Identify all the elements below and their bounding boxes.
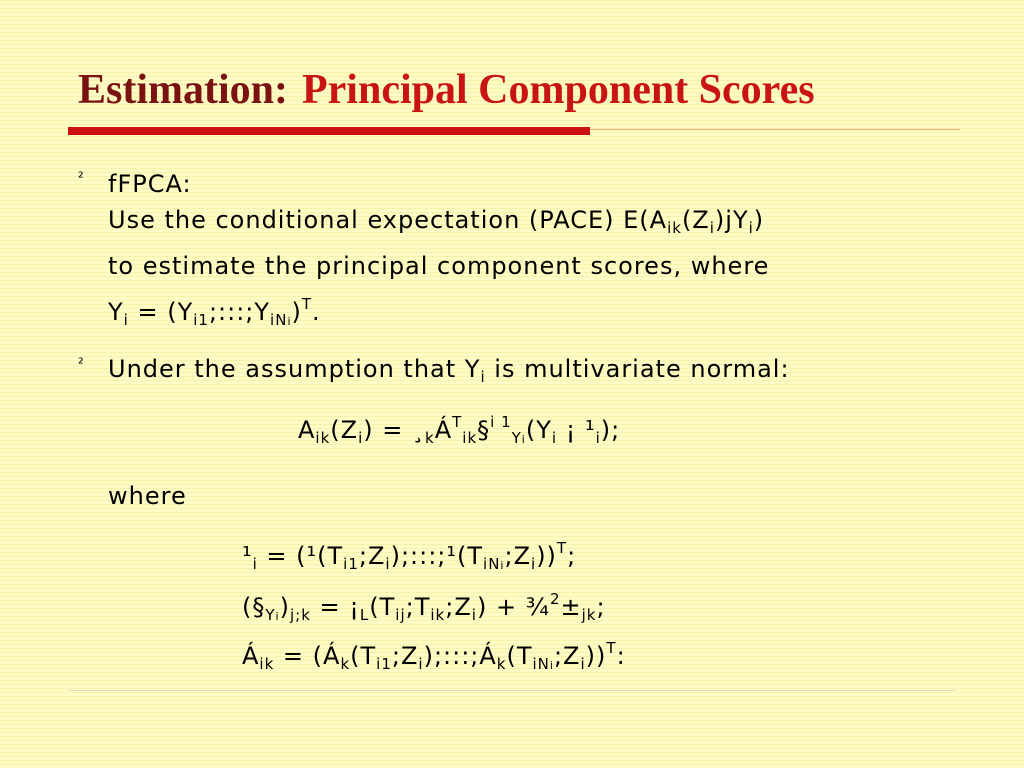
equation-covariance: $(\S_{Yi})_{j;k}$ = ¡$_L(T_{ij};T_{ik};Z_i)$ + $\frac{3}{4}^2\pm_{jk}$; <box>242 590 606 624</box>
bullet-1-line-2: to estimate the principal component scores, where <box>108 252 770 280</box>
equation-mean-vector: $^1_i$ = $(^1(T_{i1};Z_i);:::;^1(T_{iNi};Z_i))^T$; <box>242 539 577 573</box>
title-underline-thin <box>590 129 960 130</box>
bullet-1-line-1: Use the conditional expectation (PACE) $E(A_{ik}(Z_i)jY_i)$ <box>108 206 765 237</box>
title-subtitle: Principal Component Scores <box>302 67 815 113</box>
equation-eigenfunction-vector: $Á_{ik}$ = $(Á_k(T_{i1};Z_i);:::;Á_k(T_{iNi};Z_i))^T$: <box>242 639 626 673</box>
where-label: where <box>108 482 187 510</box>
footer-divider <box>68 690 956 691</box>
bullet-marker-1: ² <box>78 170 84 186</box>
equation-conditional-expectation: $A_{ik}(Z_i)$ = $¸_kÁ^T_{ik}\S^{i 1}_{Yi}(Y_i$ ¡ $^1_i$); <box>298 413 621 447</box>
title-main: Estimation: <box>78 67 288 113</box>
title-underline-thick <box>68 127 590 135</box>
bullet-2-text: Under the assumption that $Y_i$ is multivariate normal: <box>108 355 790 386</box>
bullet-1-line-3: $Y_i$ = $(Y_{i1};:::;Y_{iNi})^T$. <box>108 295 321 329</box>
bullet-1-heading: fFPCA: <box>108 170 192 198</box>
slide-title <box>78 66 815 114</box>
bullet-marker-2: ² <box>78 356 84 372</box>
